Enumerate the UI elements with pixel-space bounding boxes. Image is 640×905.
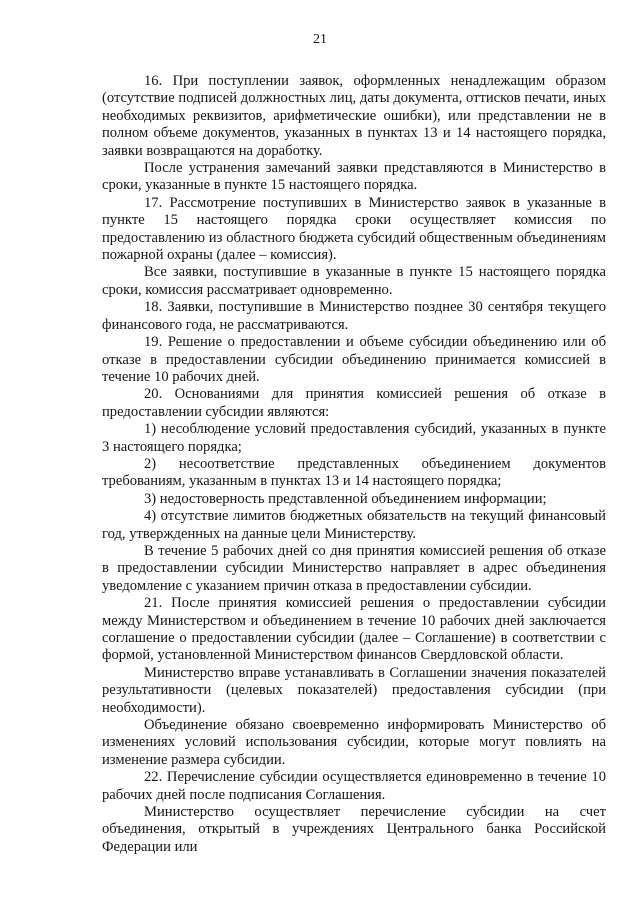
paragraph-21: 21. После принятия комиссией решения о предоставлении субсидии между Министерством и объединением в течение 10 рабочих дней заключается соглашение о предоставлении субсидии (далее – Соглашение) в соответствии с формой, установленной Министерством финансов Свердловской области. <box>102 595 606 664</box>
list-item-1: 1) несоблюдение условий предоставления субсидий, указанных в пункте 3 настоящего порядка; <box>102 421 606 455</box>
page-number: 21 <box>313 32 327 47</box>
paragraph-performance-indicators: Министерство вправе устанавливать в Соглашении значения показателей результативности (целевых показателей) предоставления субсидии (при необходимости). <box>102 664 606 716</box>
paragraph-refusal-notice: В течение 5 рабочих дней со дня принятия комиссией решения об отказе в предоставлении субсидии Министерство направляет в адрес объединения уведомление с указанием причин отказа в предоставлении субсидии. <box>102 542 606 594</box>
paragraph-16: 16. При поступлении заявок, оформленных ненадлежащим образом (отсутствие подписей должностных лиц, даты документа, оттисков печати, иных необходимых реквизитов, арифметические ошибки), или представлении не в полном объеме документов, указанных в пунктах 13 и 14 настоящего порядка, заявки возвращаются на доработку. <box>102 73 606 159</box>
paragraph-transfer: Министерство осуществляет перечисление субсидии на счет объединения, открытый в учреждениях Центрального банка Российской Федерации или <box>102 804 606 855</box>
list-item-3: 3) недостоверность представленной объединением информации; <box>144 490 547 507</box>
paragraph-obligation-inform: Объединение обязано своевременно информировать Министерство об изменениях условий использования субсидии, которые могут повлиять на изменение размера субсидии. <box>102 717 606 768</box>
paragraph-19: 19. Решение о предоставлении и объеме субсидии объединению или об отказе в предоставлении субсидии объединению принимается комиссией в течение 10 рабочих дней. <box>102 334 606 385</box>
document-body <box>102 73 606 856</box>
paragraph-resubmission: После устранения замечаний заявки представляются в Министерство в сроки, указанные в пункте 15 настоящего порядка. <box>102 160 606 194</box>
paragraph-20: 20. Основаниями для принятия комиссией решения об отказе в предоставлении субсидии являются: <box>102 386 606 420</box>
paragraph-simultaneous-review: Все заявки, поступившие в указанные в пункте 15 настоящего порядка сроки, комиссия рассматривает одновременно. <box>102 264 606 298</box>
list-item-4: 4) отсутствие лимитов бюджетных обязательств на текущий финансовый год, утвержденных на данные цели Министерству. <box>102 508 606 542</box>
paragraph-22: 22. Перечисление субсидии осуществляется единовременно в течение 10 рабочих дней после подписания Соглашения. <box>102 769 606 803</box>
paragraph-17: 17. Рассмотрение поступивших в Министерство заявок в указанные в пункте 15 настоящего порядка сроки осуществляет комиссия по предоставлению из областного бюджета субсидий общественным объединениям пожарной охраны (далее – комиссия). <box>102 194 606 264</box>
paragraph-18: 18. Заявки, поступившие в Министерство позднее 30 сентября текущего финансового года, не рассматриваются. <box>102 299 606 333</box>
list-item-2: 2) несоответствие представленных объединением документов требованиям, указанным в пунктах 13 и 14 настоящего порядка; <box>102 455 606 490</box>
